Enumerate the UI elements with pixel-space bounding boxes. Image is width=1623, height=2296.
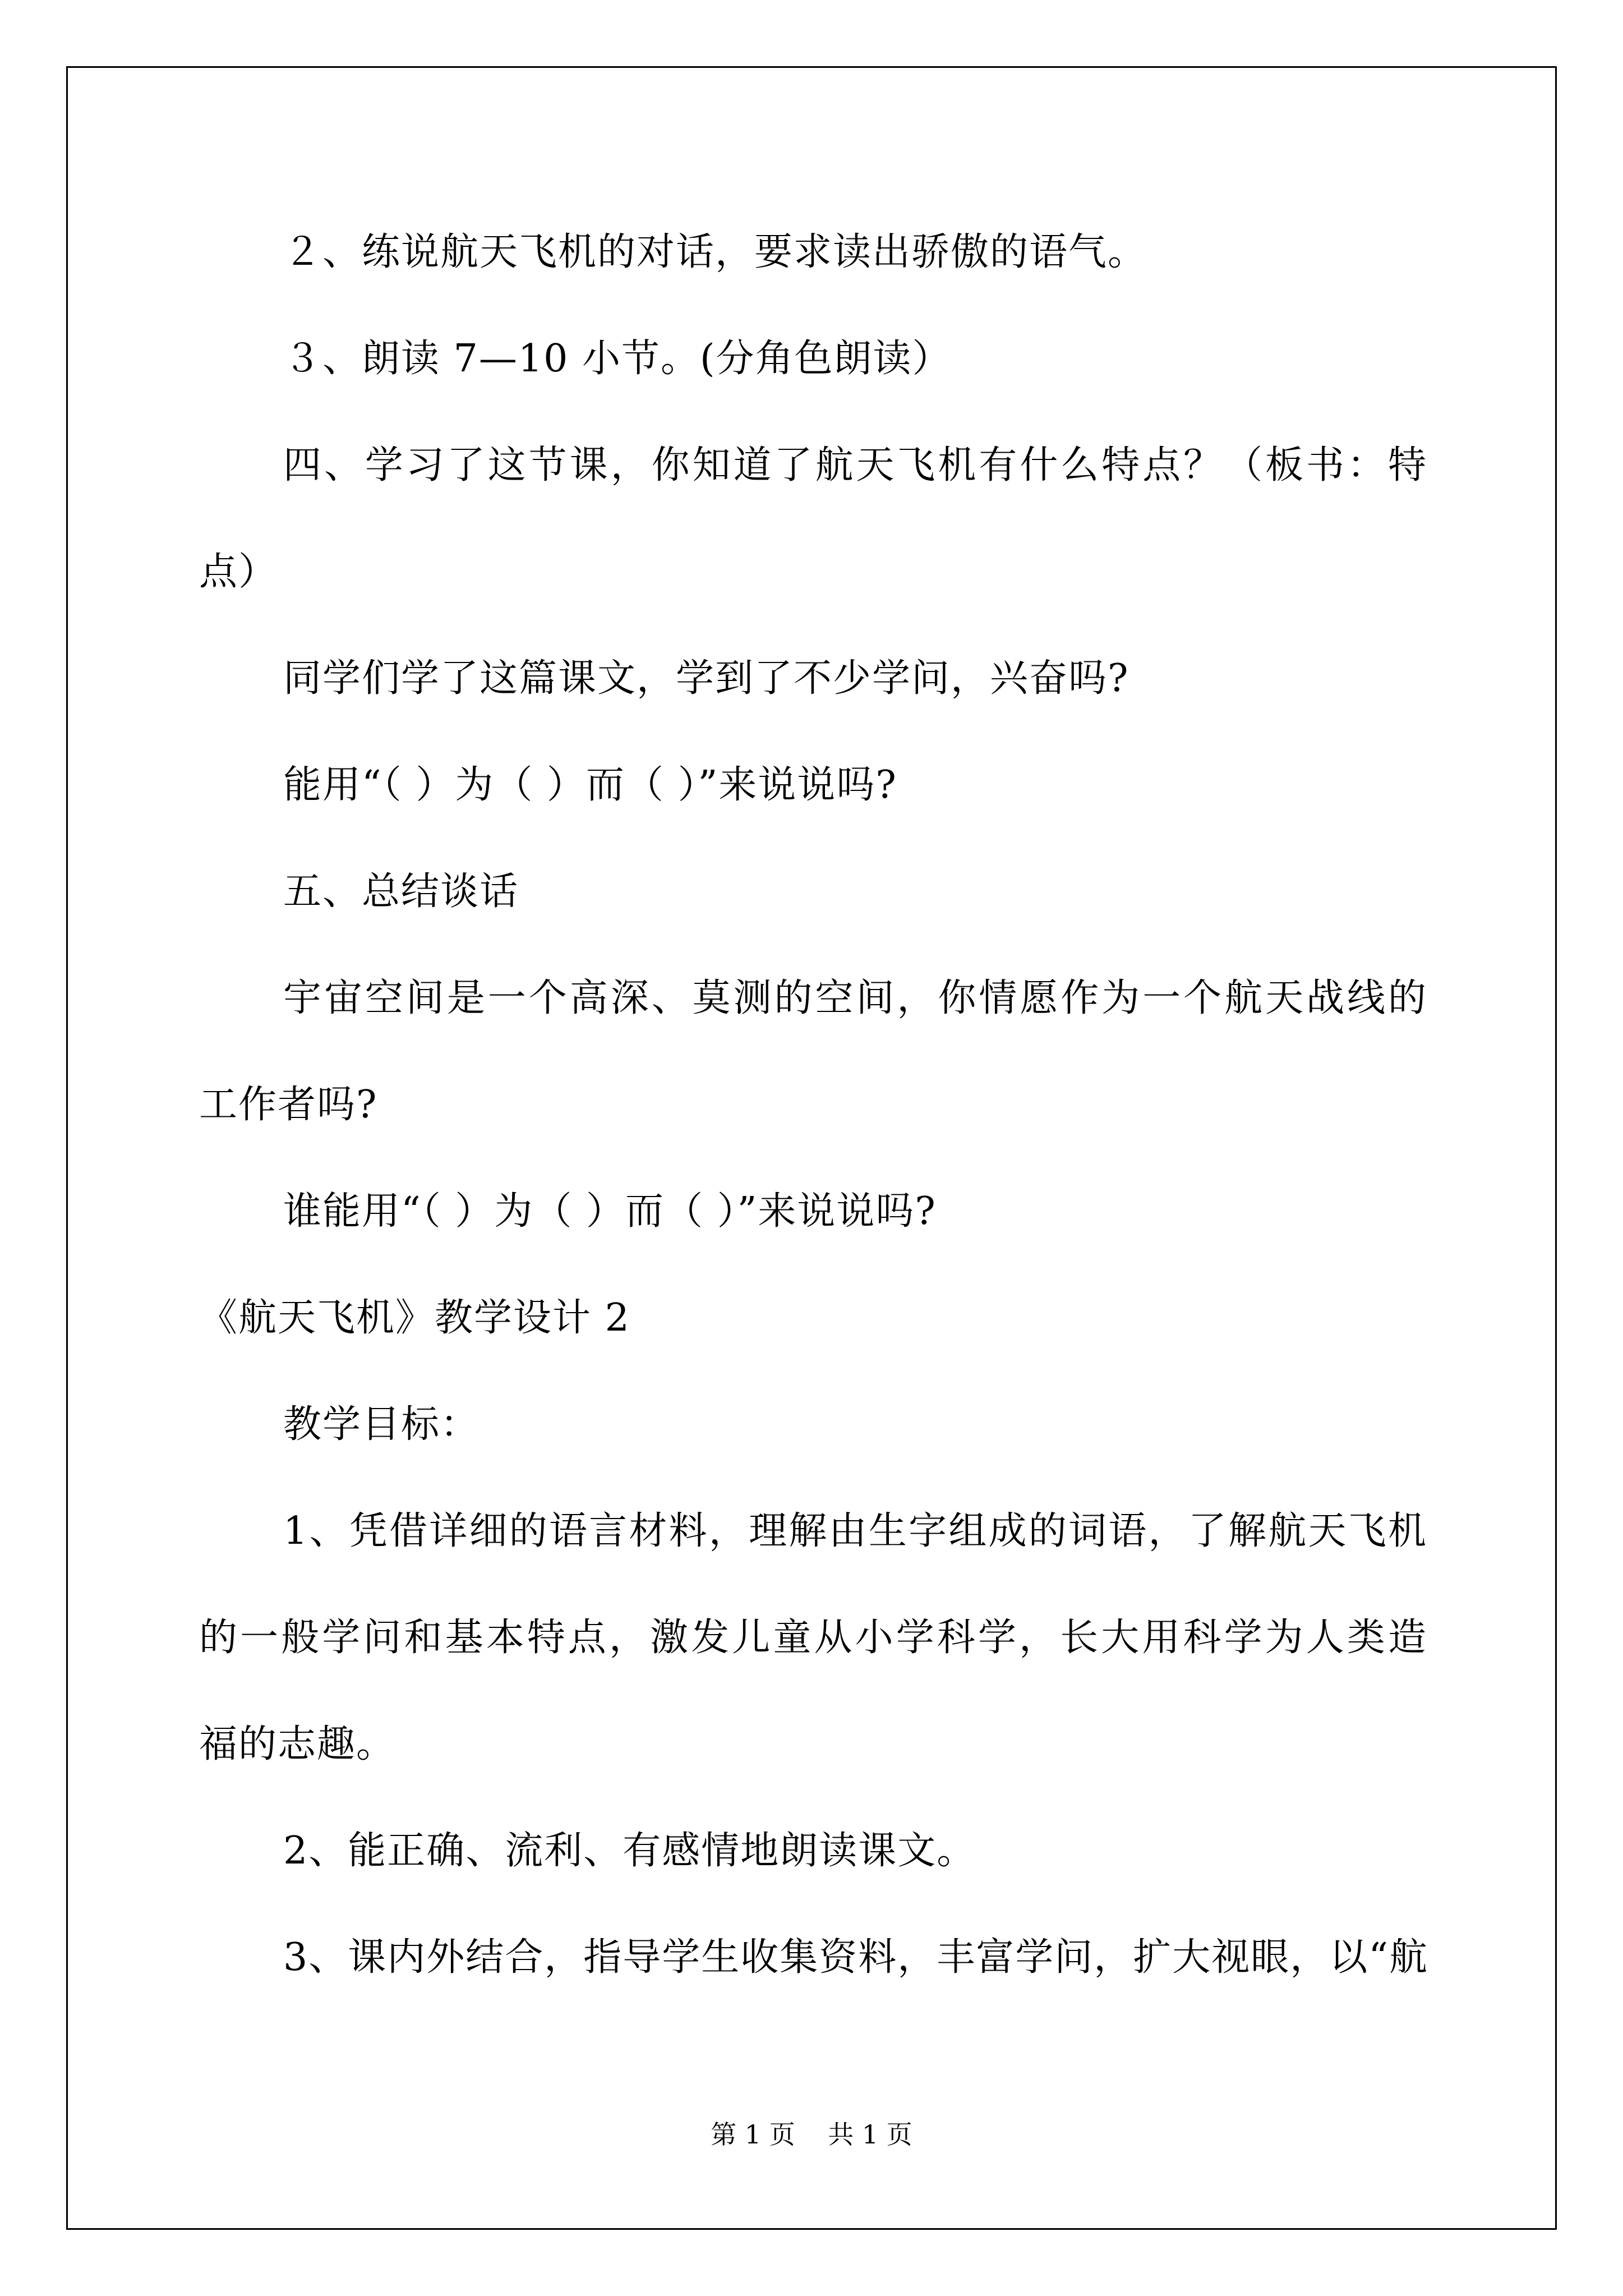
paragraph-objectives-label: 教学目标： (283, 1402, 480, 1447)
paragraph-space-question: 宇宙空间是一个高深、莫测的空间，你情愿作为一个航天战线的 (283, 976, 1427, 1020)
paragraph-section-five: 五、总结谈话 (283, 869, 519, 914)
paragraph-objective-3: 3、课内外结合，指导学生收集资料，丰富学问，扩大视眼，以“航 (283, 1935, 1429, 1980)
paragraph-objective-2: 2、能正确、流利、有感情地朗读课文。 (283, 1829, 976, 1873)
paragraph-objective-1-end: 福的志趣。 (199, 1722, 396, 1766)
page-border (66, 66, 1557, 2230)
paragraph-objective-1-cont: 的一般学问和基本特点，激发儿童从小学科学，长大用科学为人类造 (199, 1616, 1427, 1660)
paragraph-section-four-cont: 点） (199, 550, 278, 594)
paragraph-who-can: 谁能用“（ ）为（ ）而（ ）”来说说吗? (283, 1189, 937, 1234)
paragraph-sentence-pattern: 能用“（ ）为（ ）而（ ）”来说说吗? (283, 763, 897, 807)
paragraph-students-question: 同学们学了这篇课文，学到了不少学问，兴奋吗? (283, 656, 1129, 701)
paragraph-space-question-cont: 工作者吗? (199, 1083, 378, 1127)
paragraph-objective-1: 1、凭借详细的语言材料，理解由生字组成的词语，了解航天飞机 (283, 1509, 1427, 1553)
paragraph-read-sections: ３、朗读 7—10 小节。(分角色朗读） (283, 337, 952, 381)
paragraph-section-four: 四、学习了这节课，你知道了航天飞机有什么特点？（板书：特 (283, 443, 1427, 487)
section-heading-design-2: 《航天飞机》教学设计 2 (199, 1296, 630, 1340)
page-footer: 第 1 页 共 1 页 (711, 2119, 912, 2150)
paragraph-practice-dialogue: ２、练说航天飞机的对话，要求读出骄傲的语气。 (283, 230, 1147, 274)
